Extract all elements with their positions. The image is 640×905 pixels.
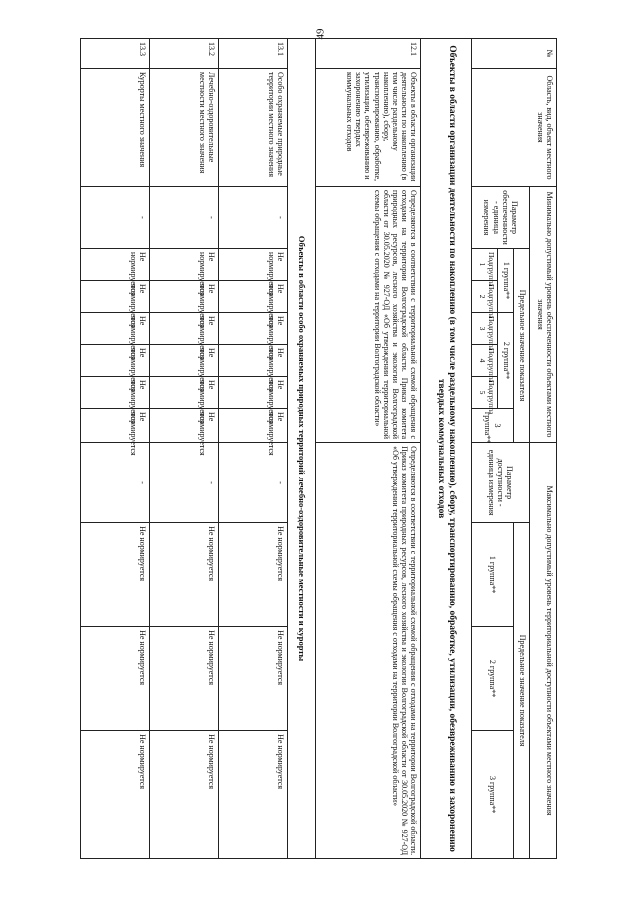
row-param: - <box>150 443 219 523</box>
row-12-1-max: Определяются в соответствии с территориальной схемой обращения с отходами на территории Волгоградской области. Приказ комитета природных ресурсов, лесного хозяйства и экологии Волгоградской области от 30.05.2020 № 927-ОД «Об утверждении территориальной схемы обращения с отходами на территории Волгоградской области» <box>315 443 421 859</box>
row-value: Не нормируется <box>81 281 150 313</box>
header-mgroup3: 3 группа** <box>471 731 513 859</box>
header-group3: 3 группа** <box>471 409 513 443</box>
row-value: Не нормируется <box>81 377 150 409</box>
row-value: Не нормируется <box>219 523 288 627</box>
row-num: 13.1 <box>219 39 288 69</box>
row-value: Не нормируется <box>150 281 219 313</box>
row-value: Не нормируется <box>150 731 219 859</box>
row-name: Курорты местного значения <box>81 69 150 187</box>
header-subgroup-4: Подгруппа 4 <box>471 345 497 377</box>
row-value: Не нормируется <box>219 345 288 377</box>
row-param: - <box>81 187 150 249</box>
header-param-max: Параметр доступности - единица измерения <box>471 443 529 523</box>
row-value: Не нормируется <box>219 627 288 731</box>
table-row <box>81 39 150 859</box>
row-value: Не нормируется <box>150 523 219 627</box>
regulation-table-rotated <box>80 38 557 858</box>
row-value: Не нормируется <box>150 627 219 731</box>
row-num: 13.3 <box>81 39 150 69</box>
header-mgroup2: 2 группа** <box>471 627 513 731</box>
row-12-1-num: 12.1 <box>315 39 421 69</box>
row-value: Не нормируется <box>219 377 288 409</box>
header-group1: 1 группа** <box>497 249 513 313</box>
row-param: - <box>150 187 219 249</box>
row-value: Не нормируется <box>150 249 219 281</box>
section-12-title: Объекты в области организации деятельности по накоплению (в том числе раздельному накоплению), сбору, транспортированию, обработке, утилизации, обезвреживанию и захоронению твердых коммунальных отходов <box>421 39 472 859</box>
header-param-min: Параметр обеспеченности - единица измерения <box>471 187 529 249</box>
header-subgroup-3: Подгруппа 3 <box>471 313 497 345</box>
header-area: Область, вид, объект местного значения <box>471 69 556 187</box>
header-subgroup-2: Подгруппа 2 <box>471 281 497 313</box>
row-param: - <box>219 443 288 523</box>
header-num: № <box>471 39 556 69</box>
row-name: Особо охраняемые природные территории местного значения <box>219 69 288 187</box>
row-value: Не нормируется <box>81 523 150 627</box>
row-value: Не нормируется <box>150 345 219 377</box>
row-value: Не нормируется <box>81 345 150 377</box>
header-group2: 2 группа** <box>497 313 513 409</box>
row-value: Не нормируется <box>219 249 288 281</box>
row-value: Не нормируется <box>150 313 219 345</box>
header-max-title: Максимально допустимый уровень территориальной доступности объектами местного значения <box>530 443 557 859</box>
row-param: - <box>81 443 150 523</box>
row-value: Не нормируется <box>81 249 150 281</box>
row-value: Не нормируется <box>219 409 288 443</box>
header-subgroup-5: Подгруппа 5 <box>471 377 497 409</box>
header-min-title: Минимально допустимый уровень обеспеченности объектами местного значения <box>530 187 557 443</box>
row-12-1-min: Определяются в соответствии с территориальной схемой обращения с отходами на территории Волгоградской области. Приказ комитета природных ресурсов, лесного хозяйства и экологии Волгоградской области от 30.05.2020 № 927-ОД «Об утверждении территориальной схемы обращения с отходами на территории Волгоградской области» <box>315 187 421 443</box>
section-13-title: Объекты в области особо охраняемых природных территорий лечебно-оздоровительные местности и курорты <box>288 39 316 859</box>
header-subgroup-1: Подгруппа 1 <box>471 249 497 281</box>
row-value: Не нормируется <box>81 409 150 443</box>
row-12-1-name: Объекты в области организации деятельности по накоплению (в том числе раздельному накоплению), сбору, транспортированию, обработке, утилизации, обезвреживанию и захоронению твердых коммунальных отходов <box>315 69 421 187</box>
row-num: 13.2 <box>150 39 219 69</box>
header-limit-min: Предельное значение показателя <box>513 249 529 443</box>
header-mgroup1: 1 группа** <box>471 523 513 627</box>
row-value: Не нормируется <box>81 313 150 345</box>
row-value: Не нормируется <box>150 377 219 409</box>
regulation-table <box>80 38 557 859</box>
page-number: 49 <box>314 28 326 40</box>
row-value: Не нормируется <box>81 731 150 859</box>
table-row <box>150 39 219 859</box>
row-value: Не нормируется <box>219 313 288 345</box>
row-name: Лечебно-оздоровительные местности местного значения <box>150 69 219 187</box>
row-value: Не нормируется <box>81 627 150 731</box>
header-limit-max: Предельное значение показателя <box>513 523 529 859</box>
table-row <box>219 39 288 859</box>
row-value: Не нормируется <box>150 409 219 443</box>
row-value: Не нормируется <box>219 281 288 313</box>
row-value: Не нормируется <box>219 731 288 859</box>
row-param: - <box>219 187 288 249</box>
